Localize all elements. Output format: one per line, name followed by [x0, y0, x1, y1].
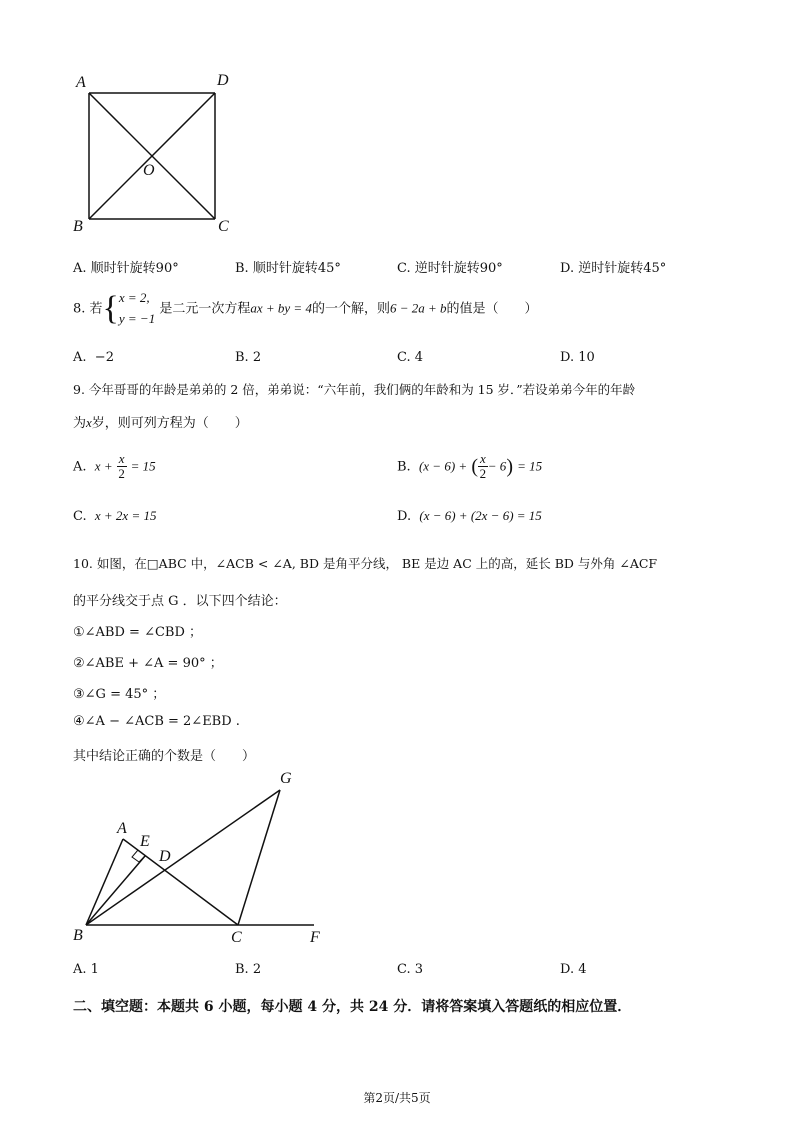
q8-option-c[interactable]: C. 4 — [397, 350, 424, 365]
q10-conclusion-3: ③∠G = 45° ； — [73, 687, 166, 702]
q10-option-c[interactable]: C. 3 — [397, 962, 424, 977]
q9-stem-line1: 9. 今年哥哥的年龄是弟弟的 2 倍，弟弟说：“六年前，我们俩的年龄和为 15 岁．”若设弟弟今年的年龄 — [73, 382, 636, 397]
point-label-f: F — [310, 929, 320, 946]
fraction: $\frac{x}{2}$ — [479, 451, 487, 482]
q9-stem-line2: 为x岁，则可列方程为（ ） — [73, 415, 248, 431]
point-label-a: A — [76, 74, 86, 91]
q9-option-c[interactable]: C. x + 2x = 15 — [73, 508, 157, 524]
q9-option-d[interactable]: D. (x − 6) + (2x − 6) = 15 — [397, 508, 542, 524]
point-label-b: B — [73, 218, 83, 235]
q7-option-b[interactable]: B. 顺时针旋转45° — [235, 261, 341, 276]
point-label-d: D — [217, 72, 229, 89]
q8-option-d[interactable]: D. 10 — [560, 350, 595, 365]
page-footer: 第2页/共5页 — [363, 1091, 431, 1105]
point-label-a: A — [117, 820, 127, 837]
point-label-d: D — [159, 848, 171, 865]
q9-option-b[interactable]: B. (x − 6) + ( $\frac{x}{2}$ − 6) = 15 — [397, 451, 543, 482]
system-brace: { — [102, 289, 119, 327]
q8-stem: 8. 若{ x = 2, y = −1 是二元一次方程ax + by = 4的一个解，则6 − 2a + b的值是（ ） — [73, 288, 538, 330]
point-label-g: G — [280, 770, 292, 787]
q10-conclusion-2: ②∠ABE + ∠A = 90° ； — [73, 656, 223, 671]
q8-option-a[interactable]: A. −2 — [73, 350, 114, 365]
q7-option-d[interactable]: D. 逆时针旋转45° — [560, 261, 667, 276]
segment-cg — [238, 790, 280, 925]
q10-stem-line1: 10. 如图，在□ABC 中，∠ACB < ∠A, BD 是角平分线， BE 是边 AC 上的高，延长 BD 与外角 ∠ACF — [73, 556, 658, 571]
q7-option-a[interactable]: A. 顺时针旋转90° — [73, 261, 179, 276]
square-figure — [70, 72, 240, 242]
q10-conclusion-1: ①∠ABD = ∠CBD ； — [73, 625, 203, 640]
q10-conclusion-4: ④∠A − ∠ACB = 2∠EBD . — [73, 714, 240, 729]
triangle-figure — [70, 765, 340, 955]
point-label-o: O — [143, 162, 155, 179]
point-label-c: C — [218, 218, 229, 235]
q10-stem-line2: 的平分线交于点 G ．以下四个结论： — [73, 594, 287, 609]
point-label-b: B — [73, 927, 83, 944]
equation-system: x = 2, y = −1 — [118, 290, 156, 326]
q10-option-b[interactable]: B. 2 — [235, 962, 262, 977]
fraction: $\frac{x}{2}$ — [118, 451, 125, 482]
q8-option-b[interactable]: B. 2 — [235, 350, 262, 365]
q10-option-d[interactable]: D. 4 — [560, 962, 587, 977]
q10-option-a[interactable]: A. 1 — [73, 962, 99, 977]
segment-ac — [123, 839, 238, 925]
right-angle-mark — [132, 850, 145, 862]
section-heading: 二、填空题：本题共 6 小题，每小题 4 分，共 24 分．请将答案填入答题纸的相应位置． — [73, 999, 632, 1015]
q10-question: 其中结论正确的个数是（ ） — [73, 749, 256, 764]
q9-option-a[interactable]: A. x + $\frac{x}{2}$ = 15 — [73, 451, 156, 482]
q7-option-c[interactable]: C. 逆时针旋转90° — [397, 261, 503, 276]
point-label-e: E — [140, 833, 150, 850]
point-label-c: C — [231, 929, 242, 946]
